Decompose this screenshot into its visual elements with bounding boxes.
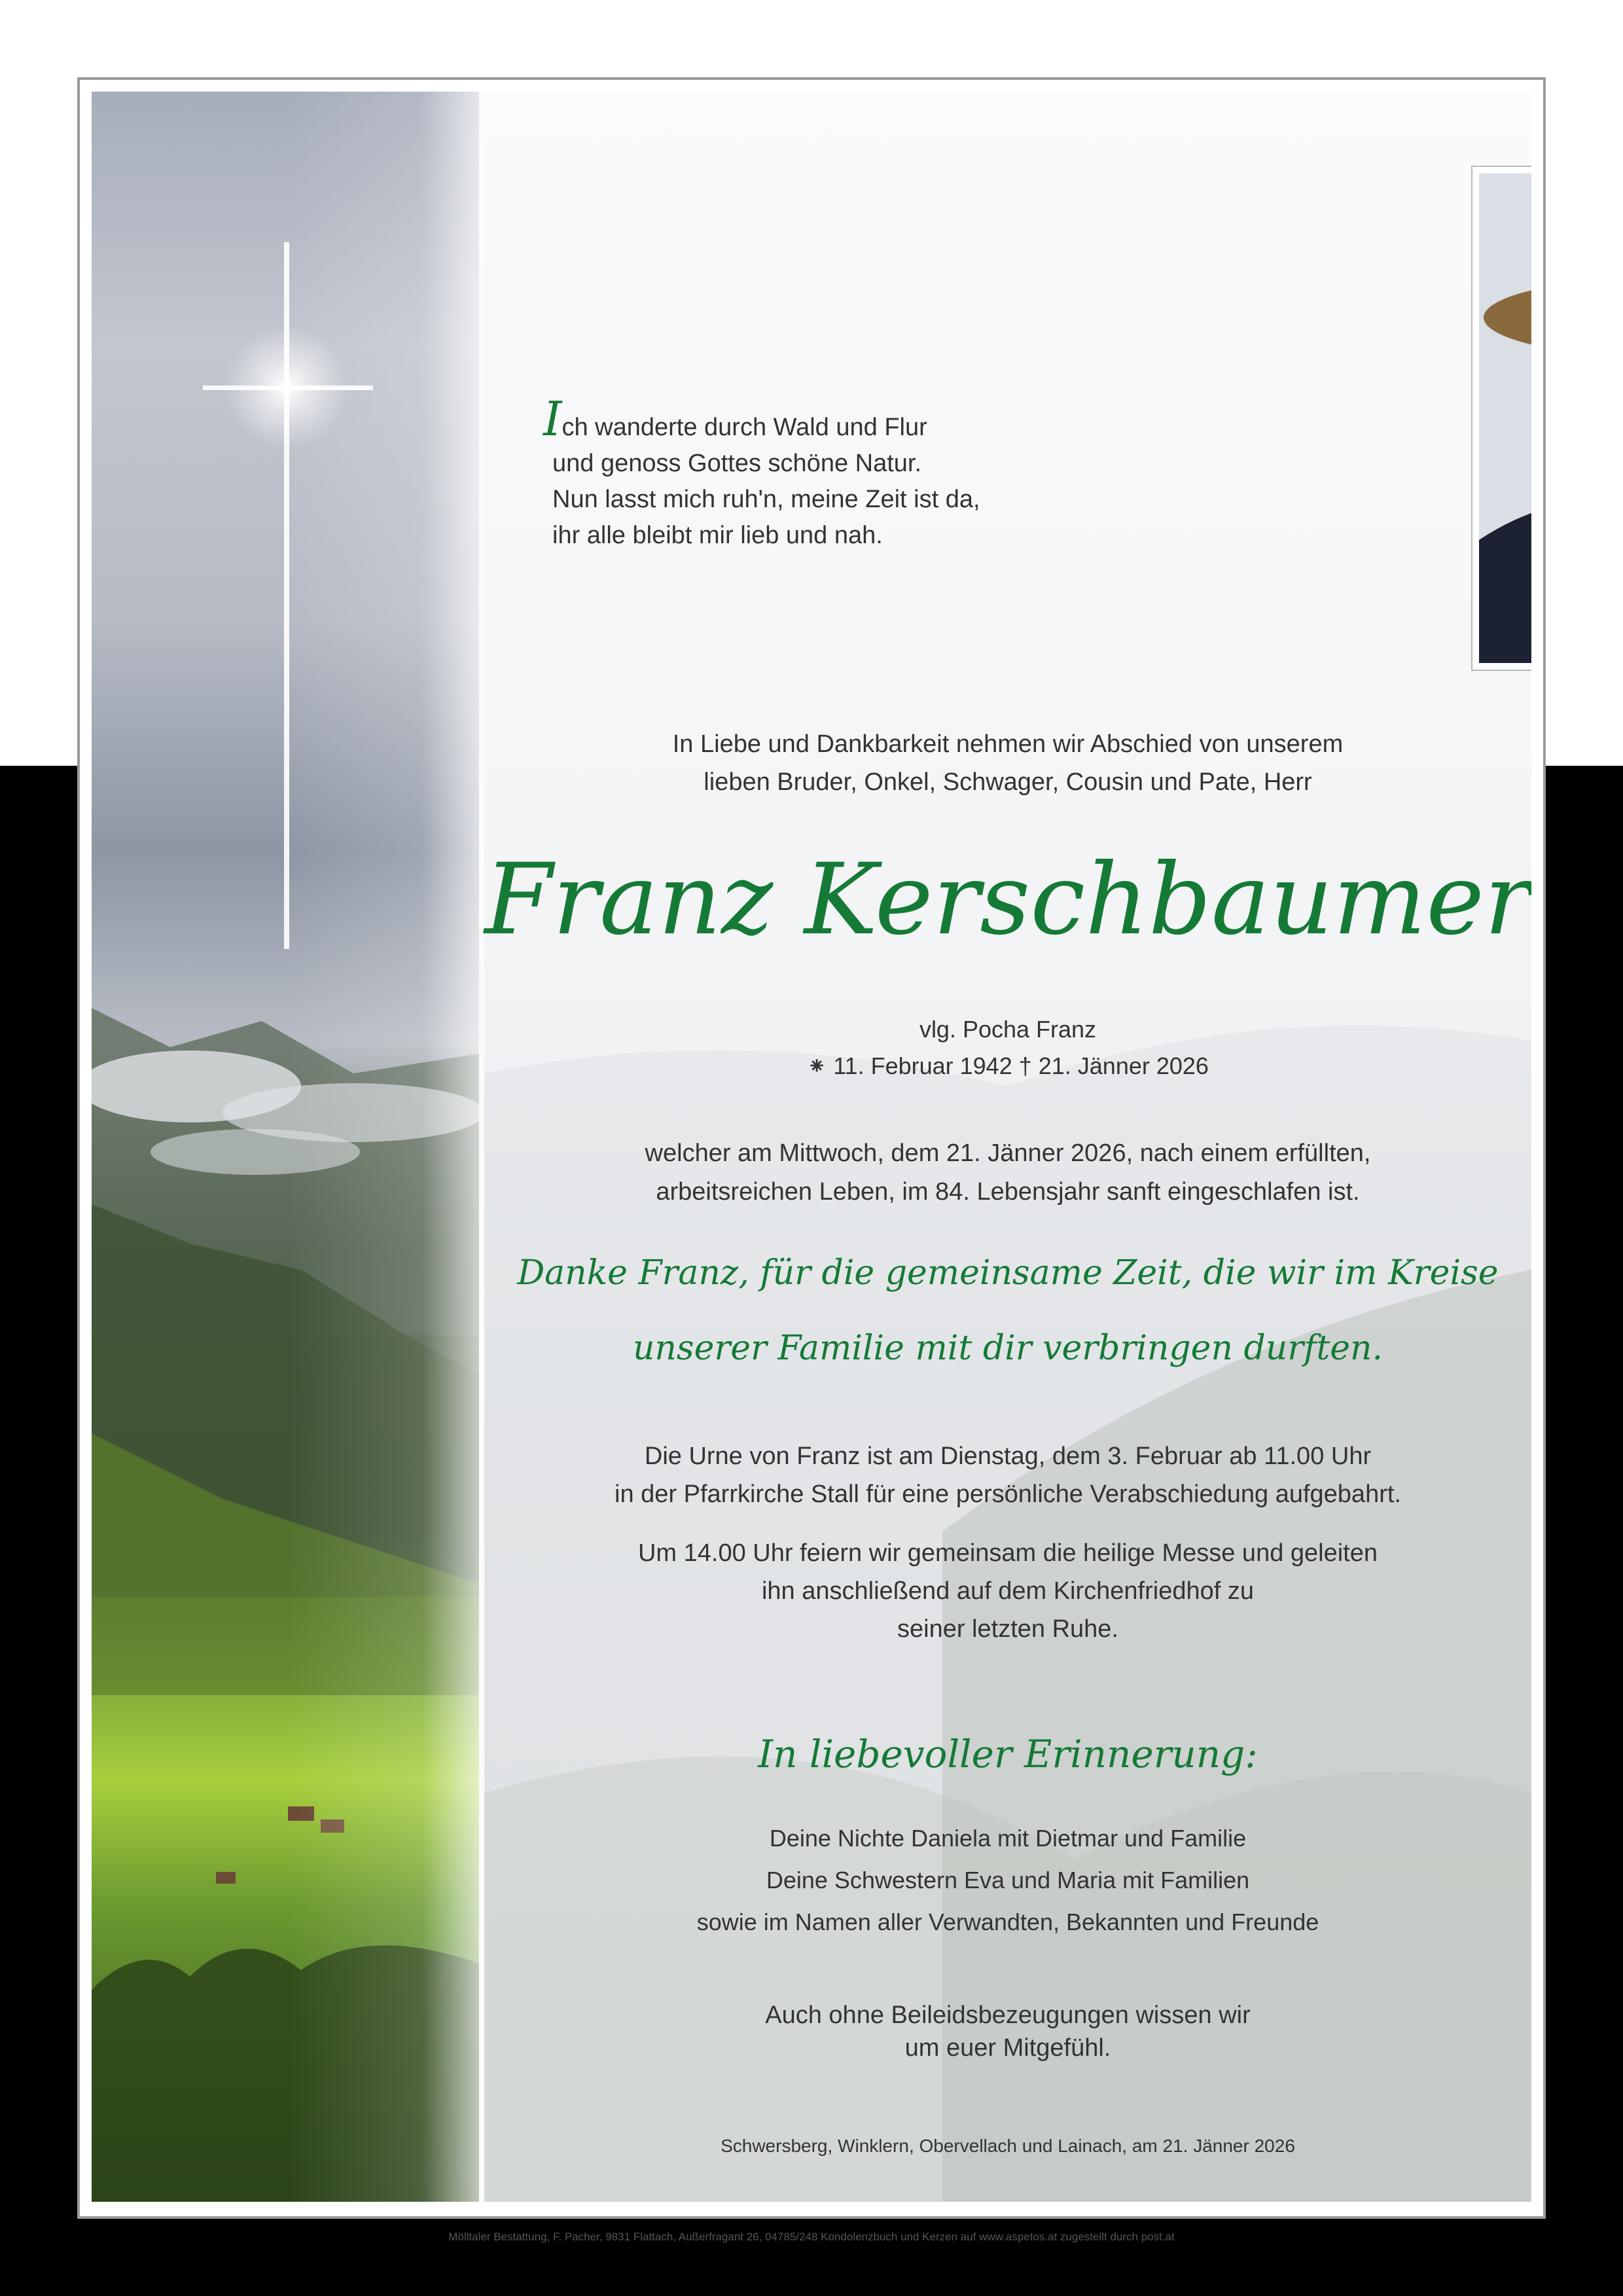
portrait-photo-frame <box>1471 166 1531 671</box>
poem-initial: I <box>543 391 562 446</box>
passing-line-1: welcher am Mittwoch, dem 21. Jänner 2026, nach einem erfüllten, <box>645 1139 1371 1167</box>
obituary-card <box>92 92 1531 2202</box>
poem-line-3: Nun lasst mich ruh'n, meine Zeit ist da, <box>552 486 980 513</box>
memory-heading: In liebevoller Erinnerung: <box>758 1732 1258 1776</box>
memory-line-2: Deine Schwestern Eva und Maria mit Familien <box>766 1867 1250 1893</box>
poem-line-1-text: ch wanderte durch Wald und Flur <box>562 414 927 441</box>
funeral-home-footer: Mölltaler Bestattung, F. Pacher, 9831 Flattach, Außerfragant 26, 04785/248 Kondolenzbuch und Kerzen auf www.aspetos.at zugestellt durch post.at <box>448 2231 1175 2243</box>
intro-line-2: lieben Bruder, Onkel, Schwager, Cousin und Pate, Herr <box>704 768 1312 796</box>
poem-line-4: ihr alle bleibt mir lieb und nah. <box>552 522 883 549</box>
valley-cross-illustration <box>92 92 479 2202</box>
column-divider <box>479 92 484 2202</box>
condolence-line-1: Auch ohne Beileidsbezeugungen wissen wir <box>765 2001 1251 2029</box>
landscape-image-strip <box>92 92 479 2202</box>
deceased-nickname: vlg. Pocha Franz <box>919 1016 1097 1043</box>
urn-line-2: in der Pfarrkirche Stall für eine persönliche Verabschiedung aufgebahrt. <box>615 1480 1401 1508</box>
thanks-line-1: Danke Franz, für die gemeinsame Zeit, die wir im Kreise <box>517 1253 1499 1293</box>
life-dates: ⁕ 11. Februar 1942 † 21. Jänner 2026 <box>807 1052 1209 1079</box>
condolence-line-2: um euer Mitgefühl. <box>904 2034 1111 2062</box>
poem-block <box>543 391 1067 554</box>
place-date: Schwersberg, Winklern, Obervellach und Lainach, am 21. Jänner 2026 <box>721 2136 1295 2156</box>
passing-line-2: arbeitsreichen Leben, im 84. Lebensjahr sanft eingeschlafen ist. <box>656 1178 1360 1206</box>
cross-icon <box>284 242 289 949</box>
poem-line-2: und genoss Gottes schöne Natur. <box>552 450 922 477</box>
text-column <box>484 92 1531 2202</box>
memory-line-3: sowie im Namen aller Verwandten, Bekannten und Freunde <box>696 1909 1319 1935</box>
portrait-photo <box>1479 173 1531 663</box>
mass-line-3: seiner letzten Ruhe. <box>897 1615 1118 1643</box>
mass-line-1: Um 14.00 Uhr feiern wir gemeinsam die heilige Messe und geleiten <box>637 1539 1378 1567</box>
man-with-hat-portrait <box>1479 173 1531 663</box>
intro-line-1: In Liebe und Dankbarkeit nehmen wir Abschied von unserem <box>672 730 1344 758</box>
poem-line-1 <box>543 391 1067 446</box>
urn-line-1: Die Urne von Franz ist am Dienstag, dem 3. Februar ab 11.00 Uhr <box>644 1443 1372 1470</box>
mass-line-2: ihn anschließend auf dem Kirchenfriedhof zu <box>761 1577 1254 1605</box>
memory-line-1: Deine Nichte Daniela mit Dietmar und Familie <box>769 1825 1247 1852</box>
deceased-name: Franz Kerschbaumer <box>484 843 1531 957</box>
thanks-line-2: unserer Familie mit dir verbringen durften. <box>632 1329 1383 1368</box>
